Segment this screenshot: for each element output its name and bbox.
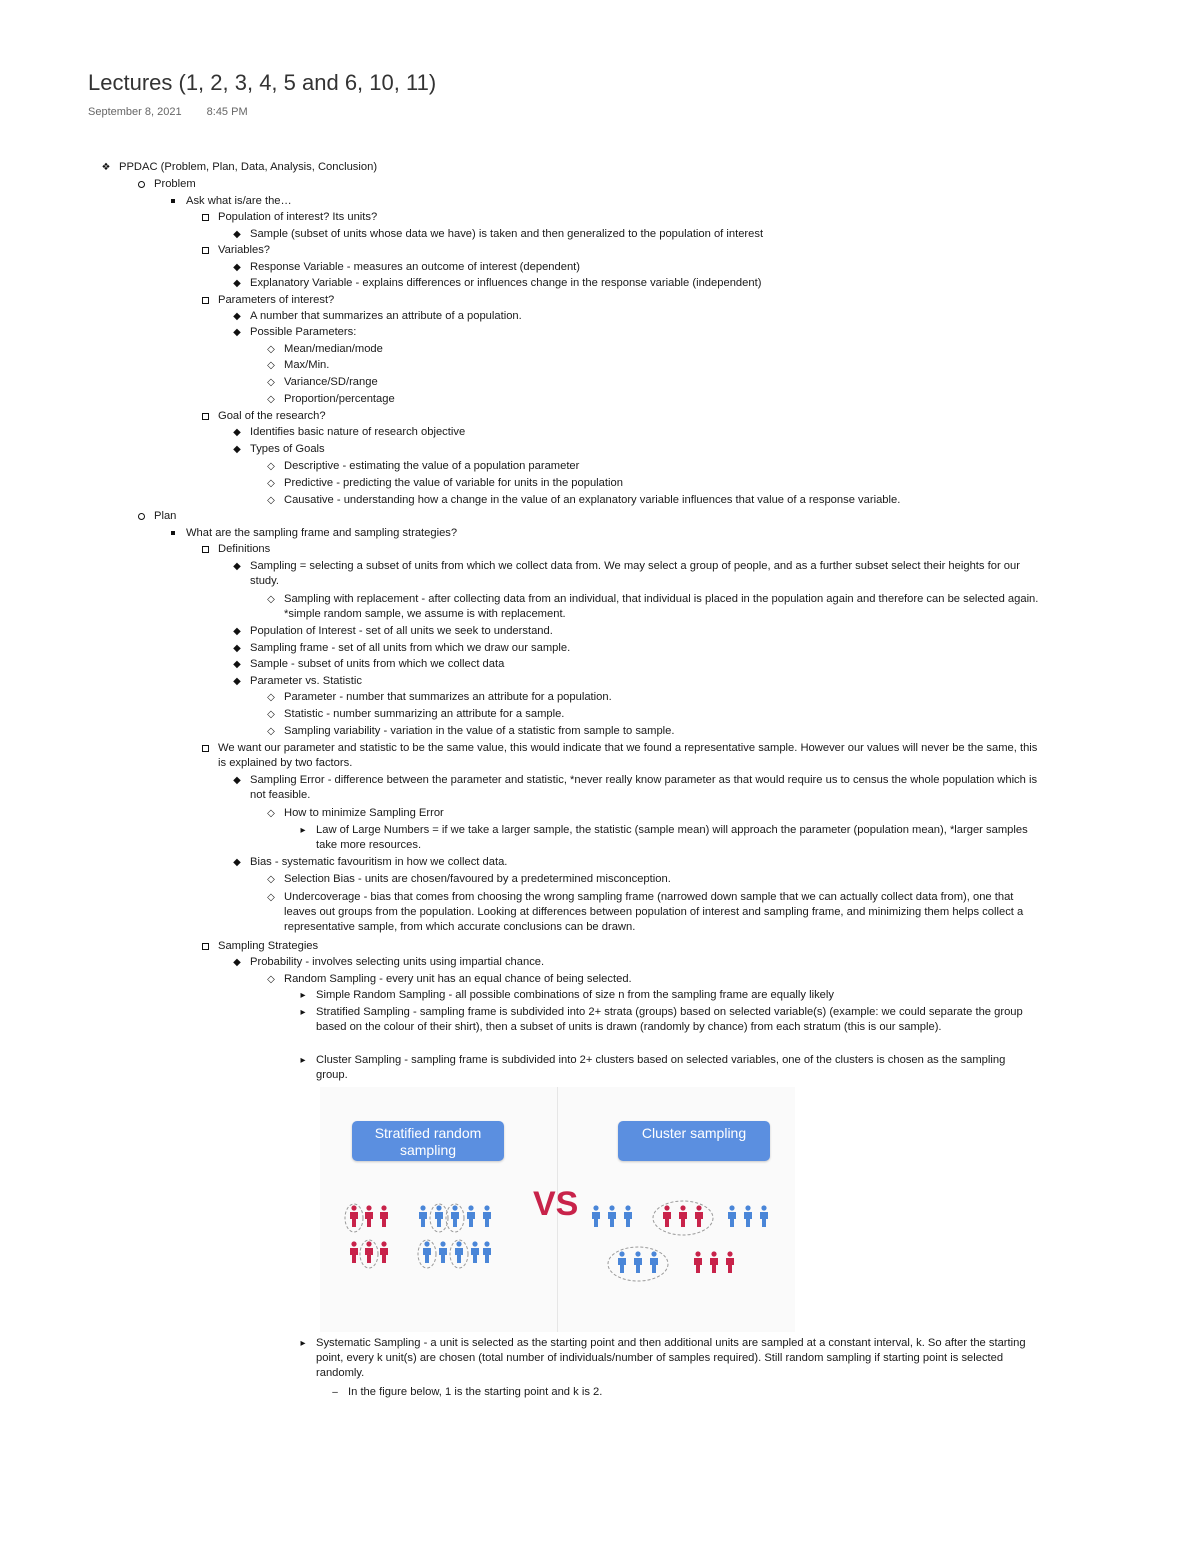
person-icon	[350, 1241, 358, 1263]
bullet-icon: ◆	[233, 775, 241, 786]
bullet-icon: ◇	[267, 478, 275, 489]
bullet-icon: ◇	[267, 808, 275, 819]
outline-item: In the figure below, 1 is the starting point and k is 2.	[348, 1386, 603, 1398]
bullet-icon: ◇	[267, 974, 275, 985]
bullet-icon: ◆	[233, 278, 241, 289]
bullet-icon	[198, 243, 212, 258]
outline-item: Population of interest? Its units?	[218, 211, 378, 223]
outline-item: Cluster Sampling - sampling frame is subdivided into 2+ clusters based on selected variables, one of the clusters is chosen as the sampling group.	[316, 1054, 1006, 1081]
bullet-icon	[134, 177, 148, 192]
bullet-icon: ◆	[233, 561, 241, 572]
person-icon	[435, 1205, 443, 1227]
outline-item: Variance/SD/range	[284, 376, 378, 388]
outline-item: Statistic - number summarizing an attribute for a sample.	[284, 708, 565, 720]
bullet-icon: ◆	[233, 444, 241, 455]
outline-item: A number that summarizes an attribute of a population.	[250, 310, 522, 322]
outline-item: Sample - subset of units from which we collect data	[250, 658, 505, 670]
stratified-random-sampling-label: Stratified random sampling	[352, 1121, 504, 1161]
bullet-icon: ◆	[233, 262, 241, 273]
person-icon	[728, 1205, 736, 1227]
outline-item: Possible Parameters:	[250, 326, 357, 338]
bullet-icon: ▸	[300, 1338, 306, 1349]
bullet-icon: ◆	[233, 327, 241, 338]
person-icon	[423, 1241, 431, 1263]
person-icon	[634, 1251, 642, 1273]
person-icon	[726, 1251, 734, 1273]
page-time: 8:45 PM	[206, 106, 248, 118]
outline-item: Probability - involves selecting units using impartial chance.	[250, 956, 545, 968]
outline-item: Population of Interest - set of all units we seek to understand.	[250, 625, 553, 637]
bullet-icon	[166, 526, 180, 541]
person-icon	[695, 1205, 703, 1227]
outline-item: We want our parameter and statistic to be the same value, this would indicate that we found a representative sample. However our values will never be the same, this is explained by two factors.	[218, 742, 1038, 769]
bullet-icon: ▸	[300, 1055, 306, 1066]
page-title: Lectures (1, 2, 3, 4, 5 and 6, 10, 11)	[88, 70, 437, 95]
page-date: September 8, 2021	[88, 106, 182, 118]
outline-item: Goal of the research?	[218, 410, 326, 422]
outline-item: Bias - systematic favouritism in how we collect data.	[250, 856, 508, 868]
bullet-icon: –	[332, 1387, 338, 1398]
bullet-icon: ◇	[267, 344, 275, 355]
person-icon	[679, 1205, 687, 1227]
person-icon	[455, 1241, 463, 1263]
person-icon	[451, 1205, 459, 1227]
outline-item: Max/Min.	[284, 359, 330, 371]
person-icon	[694, 1251, 702, 1273]
bullet-icon: ◆	[233, 626, 241, 637]
bullet-icon: ❖	[101, 162, 111, 173]
person-icon	[365, 1241, 373, 1263]
outline-item: PPDAC (Problem, Plan, Data, Analysis, Conclusion)	[119, 161, 378, 173]
outline-item: Variables?	[218, 244, 271, 256]
person-icon	[663, 1205, 671, 1227]
bullet-icon	[198, 741, 212, 756]
bullet-icon	[166, 194, 180, 209]
outline-item: Identifies basic nature of research objective	[250, 426, 466, 438]
bullet-icon: ◇	[267, 692, 275, 703]
outline-item: Problem	[154, 178, 196, 190]
person-icon	[350, 1205, 358, 1227]
outline-item: Sample (subset of units whose data we have) is taken and then generalized to the population of interest	[250, 228, 764, 240]
bullet-icon: ▸	[300, 825, 306, 836]
bullet-icon: ◇	[267, 874, 275, 885]
outline-item: Selection Bias - units are chosen/favoured by a predetermined misconception.	[284, 873, 671, 885]
outline-item: Sampling with replacement - after collecting data from an individual, that individual is placed in the population again and therefore can be selected again. *simple random sample, we assume is with replacement.	[284, 593, 1039, 620]
person-icon	[467, 1205, 475, 1227]
outline-item: Parameter vs. Statistic	[250, 675, 362, 687]
bullet-icon: ◆	[233, 427, 241, 438]
bullet-icon: ◇	[267, 594, 275, 605]
outline-item: Predictive - predicting the value of variable for units in the population	[284, 477, 623, 489]
bullet-icon: ◇	[267, 461, 275, 472]
outline-item: Stratified Sampling - sampling frame is subdivided into 2+ strata (groups) based on selected variable(s) (example: we could separate the group based on the colour of their shirt), then a subset of units is drawn (randomly by chance) from each stratum (this is our sample).	[316, 1006, 1023, 1033]
person-icon	[608, 1205, 616, 1227]
outline-item: Sampling variability - variation in the value of a statistic from sample to sample.	[284, 725, 675, 737]
bullet-icon: ◆	[233, 643, 241, 654]
outline-item: Types of Goals	[250, 443, 325, 455]
person-icon	[471, 1241, 479, 1263]
person-icon	[380, 1241, 388, 1263]
person-icon	[592, 1205, 600, 1227]
outline-item: Parameters of interest?	[218, 294, 335, 306]
outline-item: Undercoverage - bias that comes from choosing the wrong sampling frame (narrowed down sample that we can actually collect data from), one that leaves out groups from the population. Looking at differences between population of interest and sampling frame, and minimizing them helps collect a representative sample, from which accurate conclusions can be drawn.	[284, 891, 1024, 933]
outline-item: Sampling = selecting a subset of units from which we collect data from. We may select a group of people, and as a further subset select their heights for our study.	[250, 560, 1020, 587]
person-icon	[483, 1205, 491, 1227]
bullet-icon: ◇	[267, 726, 275, 737]
bullet-icon: ◆	[233, 676, 241, 687]
person-icon	[618, 1251, 626, 1273]
sampling-comparison-figure	[320, 1087, 795, 1332]
bullet-icon: ◇	[267, 495, 275, 506]
bullet-icon: ◆	[233, 229, 241, 240]
outline-item: Mean/median/mode	[284, 343, 383, 355]
cluster-sampling-label: Cluster sampling	[618, 1121, 770, 1161]
bullet-icon	[198, 542, 212, 557]
bullet-icon: ▸	[300, 1007, 306, 1018]
people-groups-illustration	[320, 1087, 795, 1332]
outline-item: Causative - understanding how a change in the value of an explanatory variable influences that value of a response variable.	[284, 494, 901, 506]
outline-item: Plan	[154, 510, 177, 522]
bullet-icon	[198, 409, 212, 424]
person-icon	[744, 1205, 752, 1227]
outline-item: Proportion/percentage	[284, 393, 395, 405]
bullet-icon: ◇	[267, 377, 275, 388]
person-icon	[483, 1241, 491, 1263]
outline-item: Law of Large Numbers = if we take a larger sample, the statistic (sample mean) will approach the parameter (population mean), *larger samples take more resources.	[316, 824, 1028, 851]
person-icon	[419, 1205, 427, 1227]
person-icon	[624, 1205, 632, 1227]
person-icon	[710, 1251, 718, 1273]
outline-item: Simple Random Sampling - all possible combinations of size n from the sampling frame are equally likely	[316, 989, 834, 1001]
person-icon	[380, 1205, 388, 1227]
bullet-icon: ◇	[267, 709, 275, 720]
bullet-icon: ◆	[233, 857, 241, 868]
outline-item: Sampling Error - difference between the parameter and statistic, *never really know parameter as that would require us to census the whole population which is not feasible.	[250, 774, 1038, 801]
outline-item: What are the sampling frame and sampling strategies?	[186, 527, 458, 539]
person-icon	[365, 1205, 373, 1227]
person-icon	[439, 1241, 447, 1263]
outline-item: Parameter - number that summarizes an attribute for a population.	[284, 691, 612, 703]
person-icon	[760, 1205, 768, 1227]
outline-item: Systematic Sampling - a unit is selected as the starting point and then additional units are sampled at a constant interval, k. So after the starting point, every k unit(s) are chosen (total number of individuals/number of samples required). Still random sampling if starting point is selected randomly.	[316, 1337, 1026, 1379]
outline-item: Definitions	[218, 543, 271, 555]
outline-item: How to minimize Sampling Error	[284, 807, 444, 819]
bullet-icon: ◇	[267, 892, 275, 903]
bullet-icon: ◇	[267, 394, 275, 405]
bullet-icon	[198, 939, 212, 954]
outline-item: Response Variable - measures an outcome of interest (dependent)	[250, 261, 581, 273]
outline-item: Random Sampling - every unit has an equal chance of being selected.	[284, 973, 632, 985]
bullet-icon: ◆	[233, 957, 241, 968]
bullet-icon: ▸	[300, 990, 306, 1001]
bullet-icon: ◆	[233, 659, 241, 670]
outline-item: Sampling frame - set of all units from which we draw our sample.	[250, 642, 571, 654]
bullet-icon: ◆	[233, 311, 241, 322]
bullet-icon	[134, 509, 148, 524]
person-icon	[650, 1251, 658, 1273]
bullet-icon	[198, 293, 212, 308]
outline-item: Sampling Strategies	[218, 940, 319, 952]
outline-item: Explanatory Variable - explains differences or influences change in the response variable (independent)	[250, 277, 762, 289]
bullet-icon	[198, 210, 212, 225]
outline-item: Ask what is/are the…	[186, 195, 292, 207]
vs-label: VS	[533, 1185, 579, 1223]
bullet-icon: ◇	[267, 360, 275, 371]
outline-item: Descriptive - estimating the value of a population parameter	[284, 460, 580, 472]
